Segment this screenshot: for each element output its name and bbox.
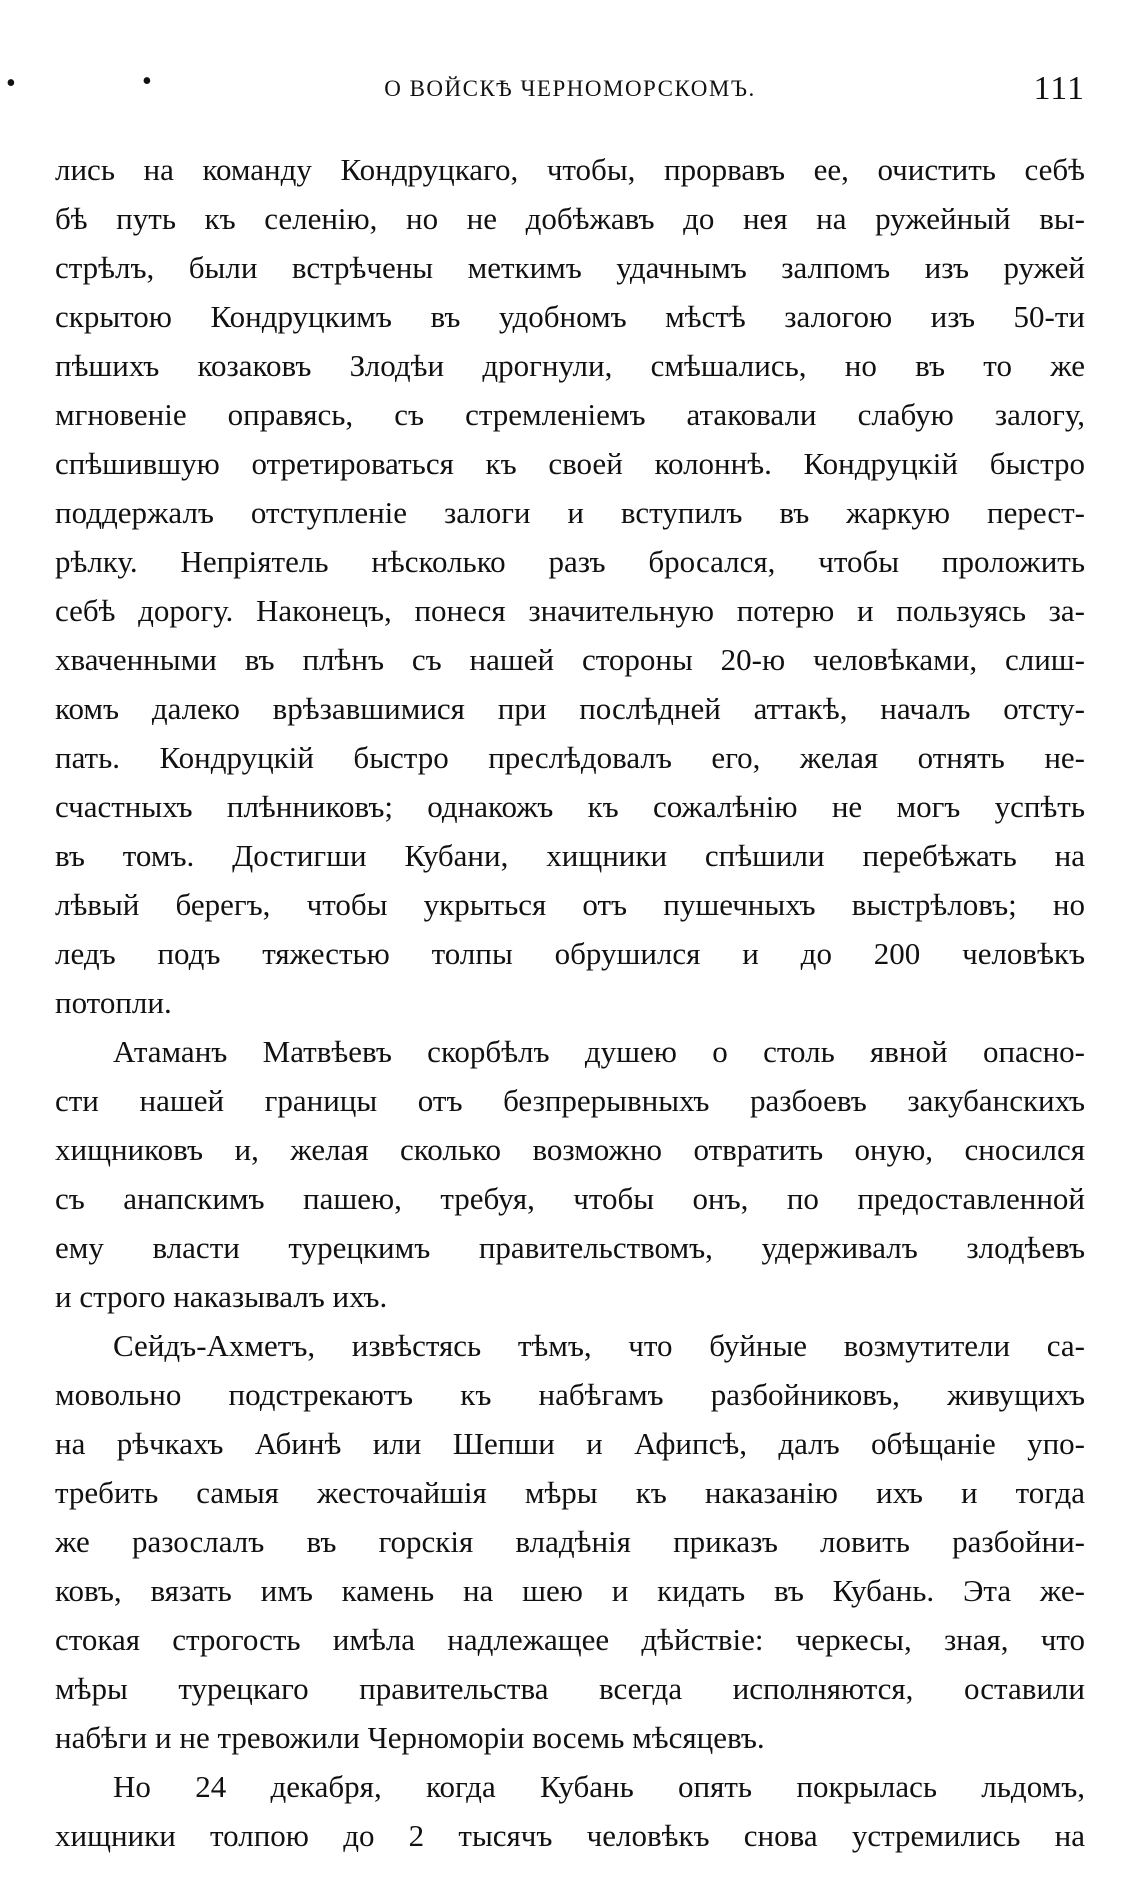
text-line: пѣшихъ козаковъ Злодѣи дрогнули, смѣшались, но въ то же xyxy=(55,348,1085,383)
margin-speck: • xyxy=(6,68,16,99)
text-line: потопли. xyxy=(55,985,172,1020)
text-line: лись на команду Кондруцкаго, чтобы, прорвавъ ее, очистить себѣ xyxy=(55,152,1085,187)
running-header xyxy=(55,66,1085,110)
text-line: себѣ дорогу. Наконецъ, понеся значительную потерю и пользуясь за- xyxy=(55,593,1085,628)
text-line: спѣшившую отретироваться къ своей колоннѣ. Кондруцкій быстро xyxy=(55,446,1085,481)
page-number: 111 xyxy=(1033,70,1085,107)
paragraph xyxy=(55,1762,1085,1860)
text-line: хваченными въ плѣнъ съ нашей стороны 20-ю человѣками, слиш- xyxy=(55,642,1085,677)
text-line: пать. Кондруцкій быстро преслѣдовалъ его, желая отнять не- xyxy=(55,740,1085,775)
text-line: ковъ, вязать имъ камень на шею и кидать въ Кубань. Эта же- xyxy=(55,1573,1085,1608)
paragraph xyxy=(55,1321,1085,1762)
paragraph xyxy=(55,1027,1085,1321)
text-line: Но 24 декабря, когда Кубань опять покрылась льдомъ, xyxy=(113,1769,1085,1804)
text-line: мовольно подстрекаютъ къ набѣгамъ разбойниковъ, живущихъ xyxy=(55,1377,1085,1412)
text-line: съ анапскимъ пашею, требуя, чтобы онъ, по предоставленной xyxy=(55,1181,1085,1216)
text-line: комъ далеко врѣзавшимися при послѣдней аттакѣ, началъ отсту- xyxy=(55,691,1085,726)
paragraph xyxy=(55,145,1085,1027)
text-line: и строго наказывалъ ихъ. xyxy=(55,1279,388,1314)
margin-speck: • xyxy=(142,66,152,97)
text-line: мгновеніе оправясь, съ стремленіемъ атаковали слабую залогу, xyxy=(55,397,1085,432)
text-line: набѣги и не тревожили Черноморіи восемь мѣсяцевъ. xyxy=(55,1720,765,1755)
text-line: поддержалъ отступленіе залоги и вступилъ въ жаркую перест- xyxy=(55,495,1085,530)
text-line: хищниковъ и, желая сколько возможно отвратить оную, сносился xyxy=(55,1132,1085,1167)
text-line: лѣвый берегъ, чтобы укрыться отъ пушечныхъ выстрѣловъ; но xyxy=(55,887,1085,922)
text-line: бѣ путь къ селенію, но не добѣжавъ до нея на ружейный вы- xyxy=(55,201,1085,236)
text-line: сти нашей границы отъ безпрерывныхъ разбоевъ закубанскихъ xyxy=(55,1083,1085,1118)
body-text xyxy=(55,145,1085,1860)
text-line: Атаманъ Матвѣевъ скорбѣлъ душею о столь явной опасно- xyxy=(113,1034,1085,1069)
text-line: на рѣчкахъ Абинѣ или Шепши и Афипсѣ, далъ обѣщаніе упо- xyxy=(55,1426,1085,1461)
text-line: счастныхъ плѣнниковъ; однакожъ къ сожалѣнію не могъ успѣть xyxy=(55,789,1085,824)
text-line: ему власти турецкимъ правительствомъ, удерживалъ злодѣевъ xyxy=(55,1230,1085,1265)
text-line: въ томъ. Достигши Кубани, хищники спѣшили перебѣжать на xyxy=(55,838,1085,873)
text-line: Сейдъ-Ахметъ, извѣстясь тѣмъ, что буйные возмутители са- xyxy=(113,1328,1085,1363)
text-line: рѣлку. Непріятель нѣсколько разъ бросался, чтобы проложить xyxy=(55,544,1085,579)
text-line: же разослалъ въ горскія владѣнія приказъ ловить разбойни- xyxy=(55,1524,1085,1559)
text-line: стрѣлъ, были встрѣчены меткимъ удачнымъ залпомъ изъ ружей xyxy=(55,250,1085,285)
text-line: хищники толпою до 2 тысячъ человѣкъ снова устремились на xyxy=(55,1818,1085,1853)
text-line: требить самыя жесточайшія мѣры къ наказанію ихъ и тогда xyxy=(55,1475,1085,1510)
text-line: ледъ подъ тяжестью толпы обрушился и до 200 человѣкъ xyxy=(55,936,1085,971)
text-line: мѣры турецкаго правительства всегда исполняются, оставили xyxy=(55,1671,1085,1706)
text-line: скрытою Кондруцкимъ въ удобномъ мѣстѣ залогою изъ 50-ти xyxy=(55,299,1085,334)
running-title: О ВОЙСКѢ ЧЕРНОМОРСКОМЪ. xyxy=(384,76,756,101)
text-line: стокая строгость имѣла надлежащее дѣйствіе: черкесы, зная, что xyxy=(55,1622,1085,1657)
